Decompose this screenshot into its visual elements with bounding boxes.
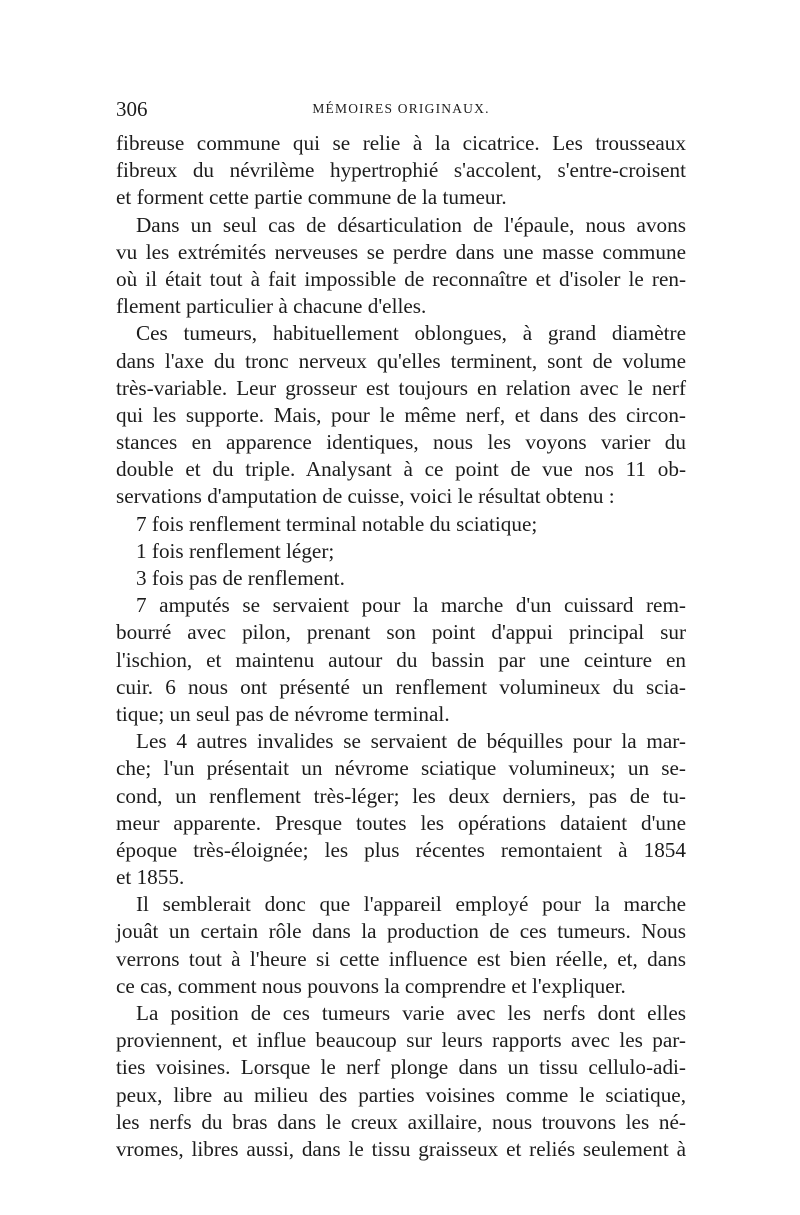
text-line: 3 fois pas de renflement.: [136, 566, 345, 590]
text-line: che; l'un présentait un névrome sciatique volumineux; un se-: [116, 756, 686, 781]
page-header: [116, 97, 686, 123]
text-line: 7 fois renflement terminal notable du sciatique;: [136, 511, 538, 536]
text-line: et 1855.: [116, 865, 185, 890]
text-line: vu les extrémités nerveuses se perdre dans une masse commune: [116, 239, 686, 264]
text-line: très-variable. Leur grosseur est toujours en relation avec le nerf: [116, 375, 686, 400]
text-line: Les 4 autres invalides se servaient de béquilles pour la mar-: [136, 729, 686, 754]
text-line: les nerfs du bras dans le creux axillaire, nous trouvons les né-: [116, 1109, 686, 1134]
text-line: meur apparente. Presque toutes les opérations dataient d'une: [116, 810, 686, 835]
text-line: ties voisines. Lorsque le nerf plonge dans un tissu cellulo-adi-: [116, 1055, 686, 1080]
text-line: Il semblerait donc que l'appareil employé pour la marche: [136, 892, 686, 917]
text-line: servations d'amputation de cuisse, voici le résultat obtenu :: [116, 484, 615, 509]
text-line: peux, libre au milieu des parties voisines comme le sciatique,: [116, 1082, 686, 1107]
text-line: et forment cette partie commune de la tumeur.: [116, 185, 507, 210]
text-line: 1 fois renflement léger;: [136, 538, 335, 563]
text-line: La position de ces tumeurs varie avec les nerfs dont elles: [136, 1001, 686, 1025]
text-line: jouât un certain rôle dans la production de ces tumeurs. Nous: [116, 919, 686, 944]
text-line: 7 amputés se servaient pour la marche d'un cuissard rem-: [136, 593, 686, 618]
text-line: fibreux du névrilème hypertrophié s'accolent, s'entre-croisent: [116, 158, 686, 183]
text-line: cond, un renflement très-léger; les deux derniers, pas de tu-: [116, 783, 686, 808]
text-line: l'ischion, et maintenu autour du bassin par une ceinture en: [116, 647, 686, 672]
text-line: ce cas, comment nous pouvons la comprendre et l'expliquer.: [116, 973, 626, 998]
text-line: époque très-éloignée; les plus récentes remontaient à 1854: [116, 837, 686, 862]
text-line: flement particulier à chacune d'elles.: [116, 294, 427, 319]
text-line: bourré avec pilon, prenant son point d'appui principal sur: [116, 620, 686, 645]
text-line: vromes, libres aussi, dans le tissu graisseux et reliés seulement à: [116, 1136, 686, 1161]
body-text: [116, 130, 686, 1163]
text-line: double et du triple. Analysant à ce point de vue nos 11 ob-: [116, 457, 686, 482]
text-line: dans l'axe du tronc nerveux qu'elles terminent, sont de volume: [116, 348, 686, 373]
text-line: qui les supporte. Mais, pour le même nerf, et dans des circon-: [116, 402, 686, 427]
text-line: où il était tout à fait impossible de reconnaître et d'isoler le ren-: [116, 266, 686, 291]
text-line: cuir. 6 nous ont présenté un renflement volumineux du scia-: [116, 674, 686, 699]
text-line: stances en apparence identiques, nous les voyons varier du: [116, 430, 686, 455]
text-line: Ces tumeurs, habituellement oblongues, à grand diamètre: [136, 321, 686, 346]
page-number: 306: [116, 97, 148, 121]
running-head: MÉMOIRES ORIGINAUX.: [312, 101, 490, 116]
text-line: verrons tout à l'heure si cette influence est bien réelle, et, dans: [116, 946, 686, 971]
text-line: fibreuse commune qui se relie à la cicatrice. Les trousseaux: [116, 131, 686, 155]
text-line: tique; un seul pas de névrome terminal.: [116, 701, 450, 726]
text-line: proviennent, et influe beaucoup sur leurs rapports avec les par-: [116, 1028, 686, 1053]
text-line: Dans un seul cas de désarticulation de l'épaule, nous avons: [136, 212, 686, 237]
